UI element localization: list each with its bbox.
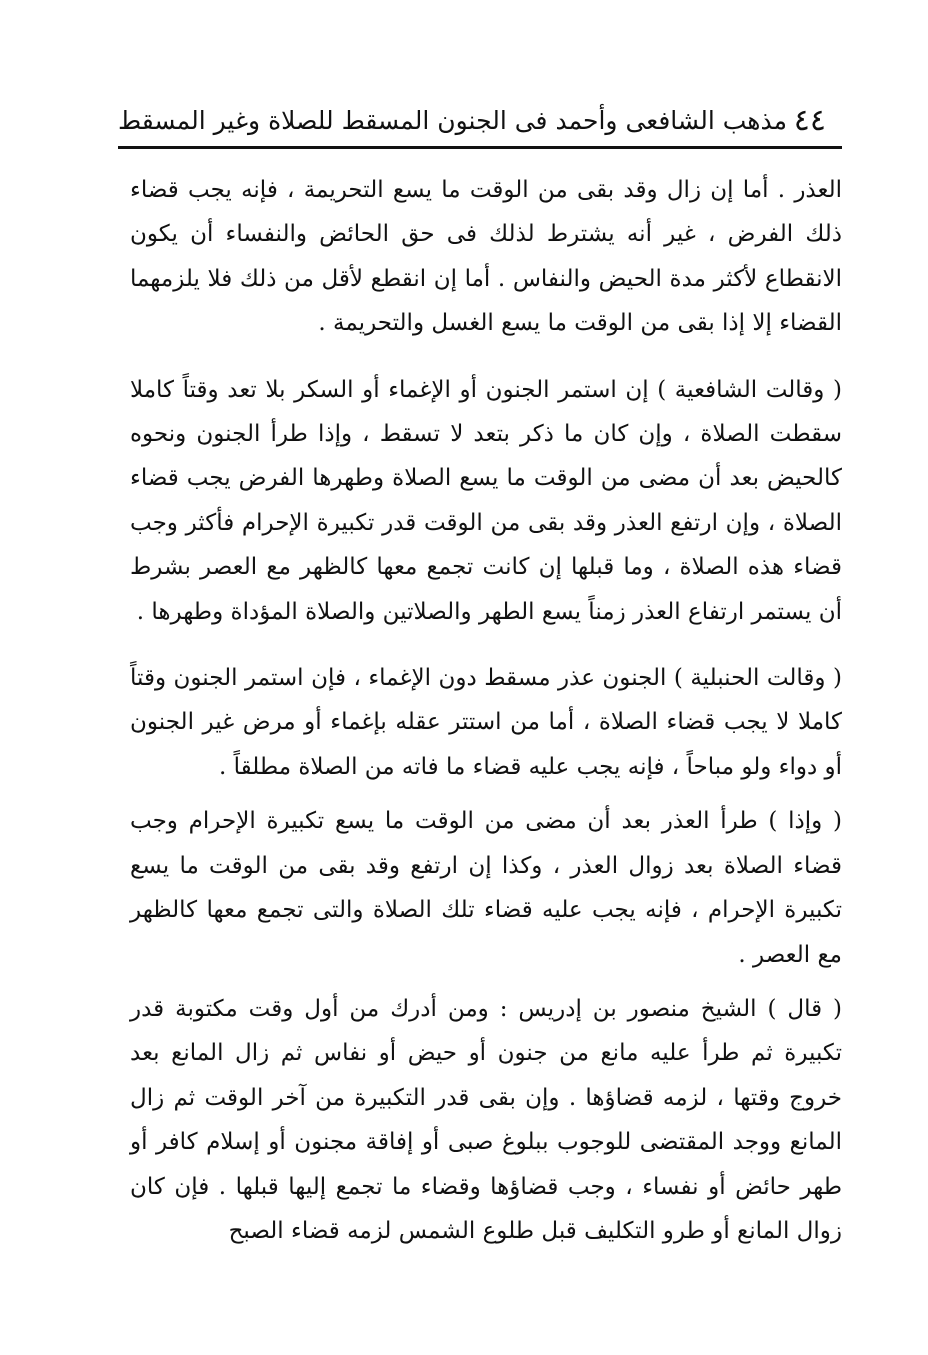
page-number: ٤٤ — [793, 102, 826, 138]
paragraph: ( قال ) الشيخ منصور بن إدريس : ومن أدرك من أول وقت مكتوبة قدر تكبيرة ثم طرأ عليه مانع من جنون أو حيض أو نفاس ثم زال المانع بعد خروج وقتها ، لزمه قضاؤها . وإن بقى قدر التكبيرة من آخر الوقت ثم زال المانع ووجد المقتضى للوجوب ببلوغ صبى أو إفاقة مجنون أو إسلام كافر أو طهر حائض أو نفساء ، وجب قضاؤها وقضاء ما تجمع إليها قبلها . فإن كان زوال المانع أو طرو التكليف قبل طلوع الشمس لزمه قضاء الصبح — [130, 995, 842, 1244]
page-header — [118, 96, 842, 144]
page-body — [130, 168, 842, 1253]
paragraph: ( وقالت الحنبلية ) الجنون عذر مسقط دون الإغماء ، فإن استمر الجنون وقتاً كاملا لا يجب قضاء الصلاة ، أما من استتر عقله بإغماء أو مرض غير الجنون أو دواء ولو مباحاً ، فإنه يجب عليه قضاء ما فاته من الصلاة مطلقاً . — [130, 665, 842, 780]
header-rule — [118, 146, 842, 149]
running-title: مذهب الشافعى وأحمد فى الجنون المسقط للصلاة وغير المسقط — [118, 105, 787, 135]
paragraph: ( وإذا ) طرأ العذر بعد أن مضى من الوقت ما يسع تكبيرة الإحرام وجب قضاء الصلاة بعد زوال العذر ، وكذا إن ارتفع وقد بقى من الوقت ما يسع تكبيرة الإحرام ، فإنه يجب عليه قضاء تلك الصلاة والتى تجمع معها كالظهر مع العصر . — [130, 808, 842, 968]
paragraph: ( وقالت الشافعية ) إن استمر الجنون أو الإغماء أو السكر بلا تعد وقتاً كاملا سقطت الصلاة ، وإن كان ما ذكر بتعد لا تسقط ، وإذا طرأ الجنون ونحوه كالحيض بعد أن مضى من الوقت ما يسع الصلاة وطهرها الفرض يجب قضاء الصلاة ، وإن ارتفع العذر وقد بقى من الوقت قدر تكبيرة الإحرام فأكثر وجب قضاء هذه الصلاة ، وما قبلها إن كانت تجمع معها كالظهر مع العصر بشرط أن يستمر ارتفاع العذر زمناً يسع الطهر والصلاتين والصلاة المؤداة وطهرها . — [130, 376, 842, 625]
paragraph: العذر . أما إن زال وقد بقى من الوقت ما يسع التحريمة ، فإنه يجب قضاء ذلك الفرض ، غير أنه يشترط لذلك فى حق الحائض والنفساء أن يكون الانقطاع لأكثر مدة الحيض والنفاس . أما إن انقطع لأقل من ذلك فلا يلزمهما القضاء إلا إذا بقى من الوقت ما يسع الغسل والتحريمة . — [130, 177, 842, 337]
